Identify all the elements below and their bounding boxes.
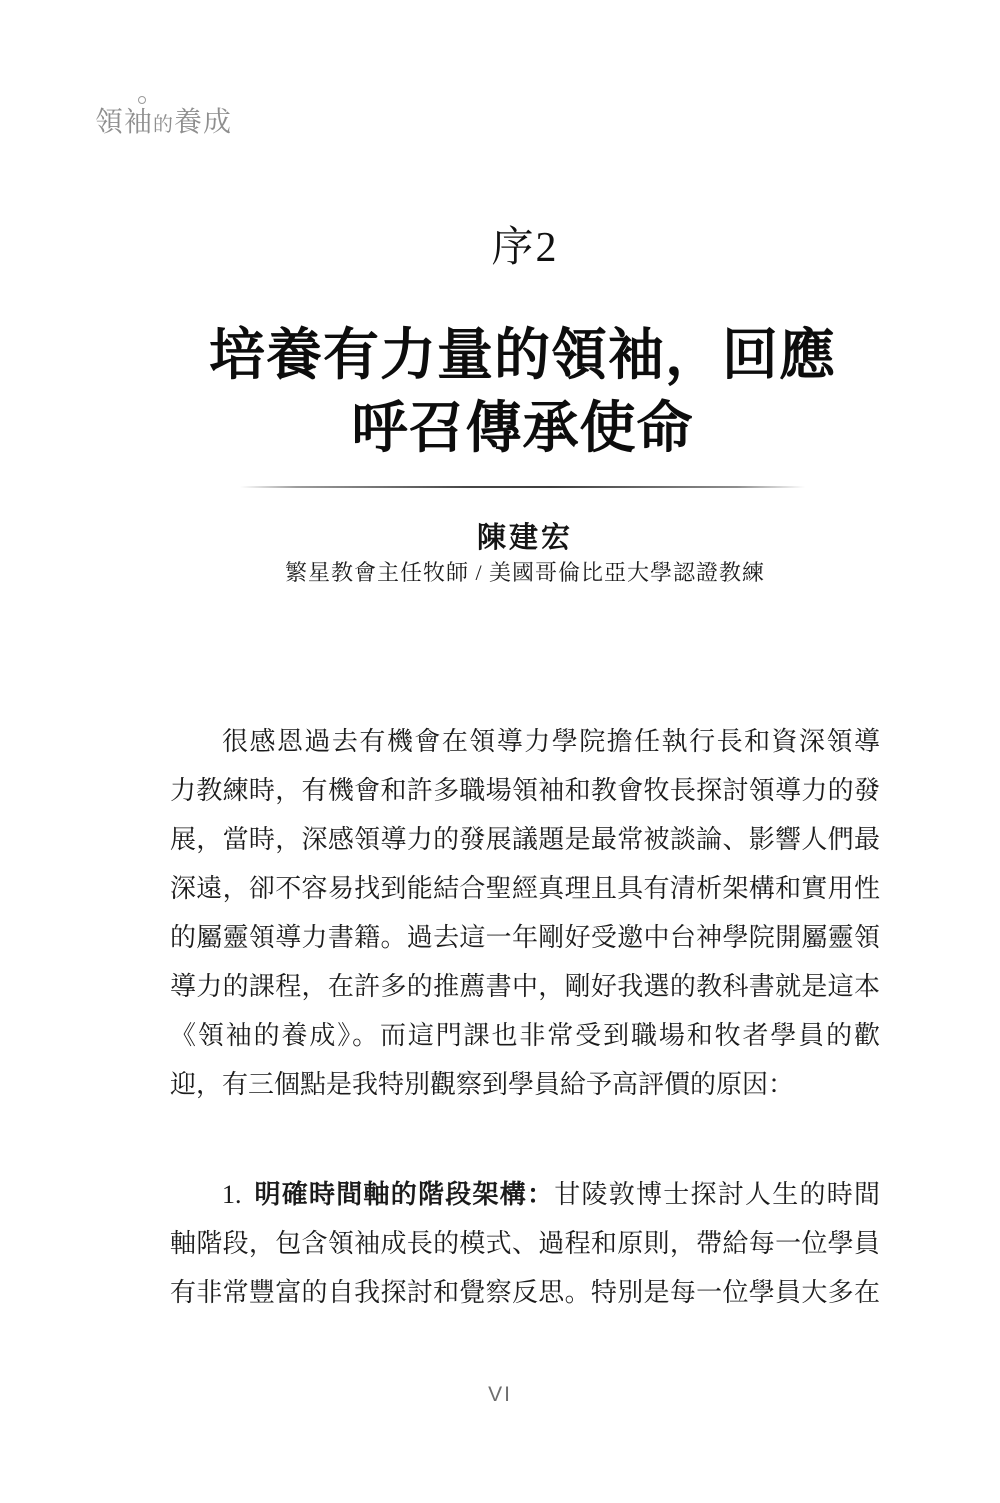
- body-text: [170, 717, 880, 1317]
- body-line: 軸階段，包含領袖成長的模式、過程和原則，帶給每一位學員: [170, 1229, 880, 1258]
- running-head-leader: 領袖: [95, 107, 154, 138]
- title-line-1: 培養有力量的領袖，回應: [209, 323, 836, 386]
- body-line: 《領袖的養成》。而這門課也非常受到職場和牧者學員的歡: [170, 1021, 880, 1050]
- body-line: 的屬靈領導力書籍。過去這一年剛好受邀中台神學院開屬靈領: [170, 923, 880, 952]
- body-line: 導力的課程，在許多的推薦書中，剛好我選的教科書就是這本: [170, 972, 880, 1001]
- running-head-particle: 的: [153, 114, 175, 136]
- body-line: 展，當時，深感領導力的發展議題是最常被談論、影響人們最: [170, 825, 880, 854]
- ring-mark-icon: [138, 96, 146, 104]
- body-line: 很感恩過去有機會在領導力學院擔任執行長和資深領導: [222, 727, 880, 756]
- line-rest: 甘陵敦博士探討人生的時間: [554, 1180, 880, 1209]
- paragraph-1: [170, 717, 880, 1109]
- running-head-rest: 養成: [174, 107, 233, 138]
- body-line: 有非常豐富的自我探討和覺察反思。特別是每一位學員大多在: [170, 1278, 880, 1307]
- body-line: 深遠，卻不容易找到能結合聖經真理且具有清析架構和實用性: [170, 874, 880, 903]
- section-label: 序2: [491, 225, 559, 271]
- page-number: VI: [488, 1383, 512, 1406]
- chapter-title: [120, 318, 925, 464]
- bold-lead: 明確時間軸的階段架構：: [253, 1179, 555, 1209]
- author-name: 陳建宏: [476, 522, 573, 554]
- body-line: 迎，有三個點是我特別觀察到學員給予高評價的原因：: [170, 1070, 795, 1099]
- body-line: [170, 1170, 880, 1219]
- title-line-2: 呼召傳承使命: [351, 396, 694, 459]
- title-divider: [240, 486, 805, 488]
- author-role: 繁星教會主任牧師 / 美國哥倫比亞大學認證教練: [284, 560, 766, 585]
- list-number: 1.: [222, 1180, 242, 1209]
- body-line: 力教練時，有機會和許多職場領袖和教會牧長探討領導力的發: [170, 776, 880, 805]
- paragraph-2: [170, 1170, 880, 1317]
- running-head: [95, 100, 232, 140]
